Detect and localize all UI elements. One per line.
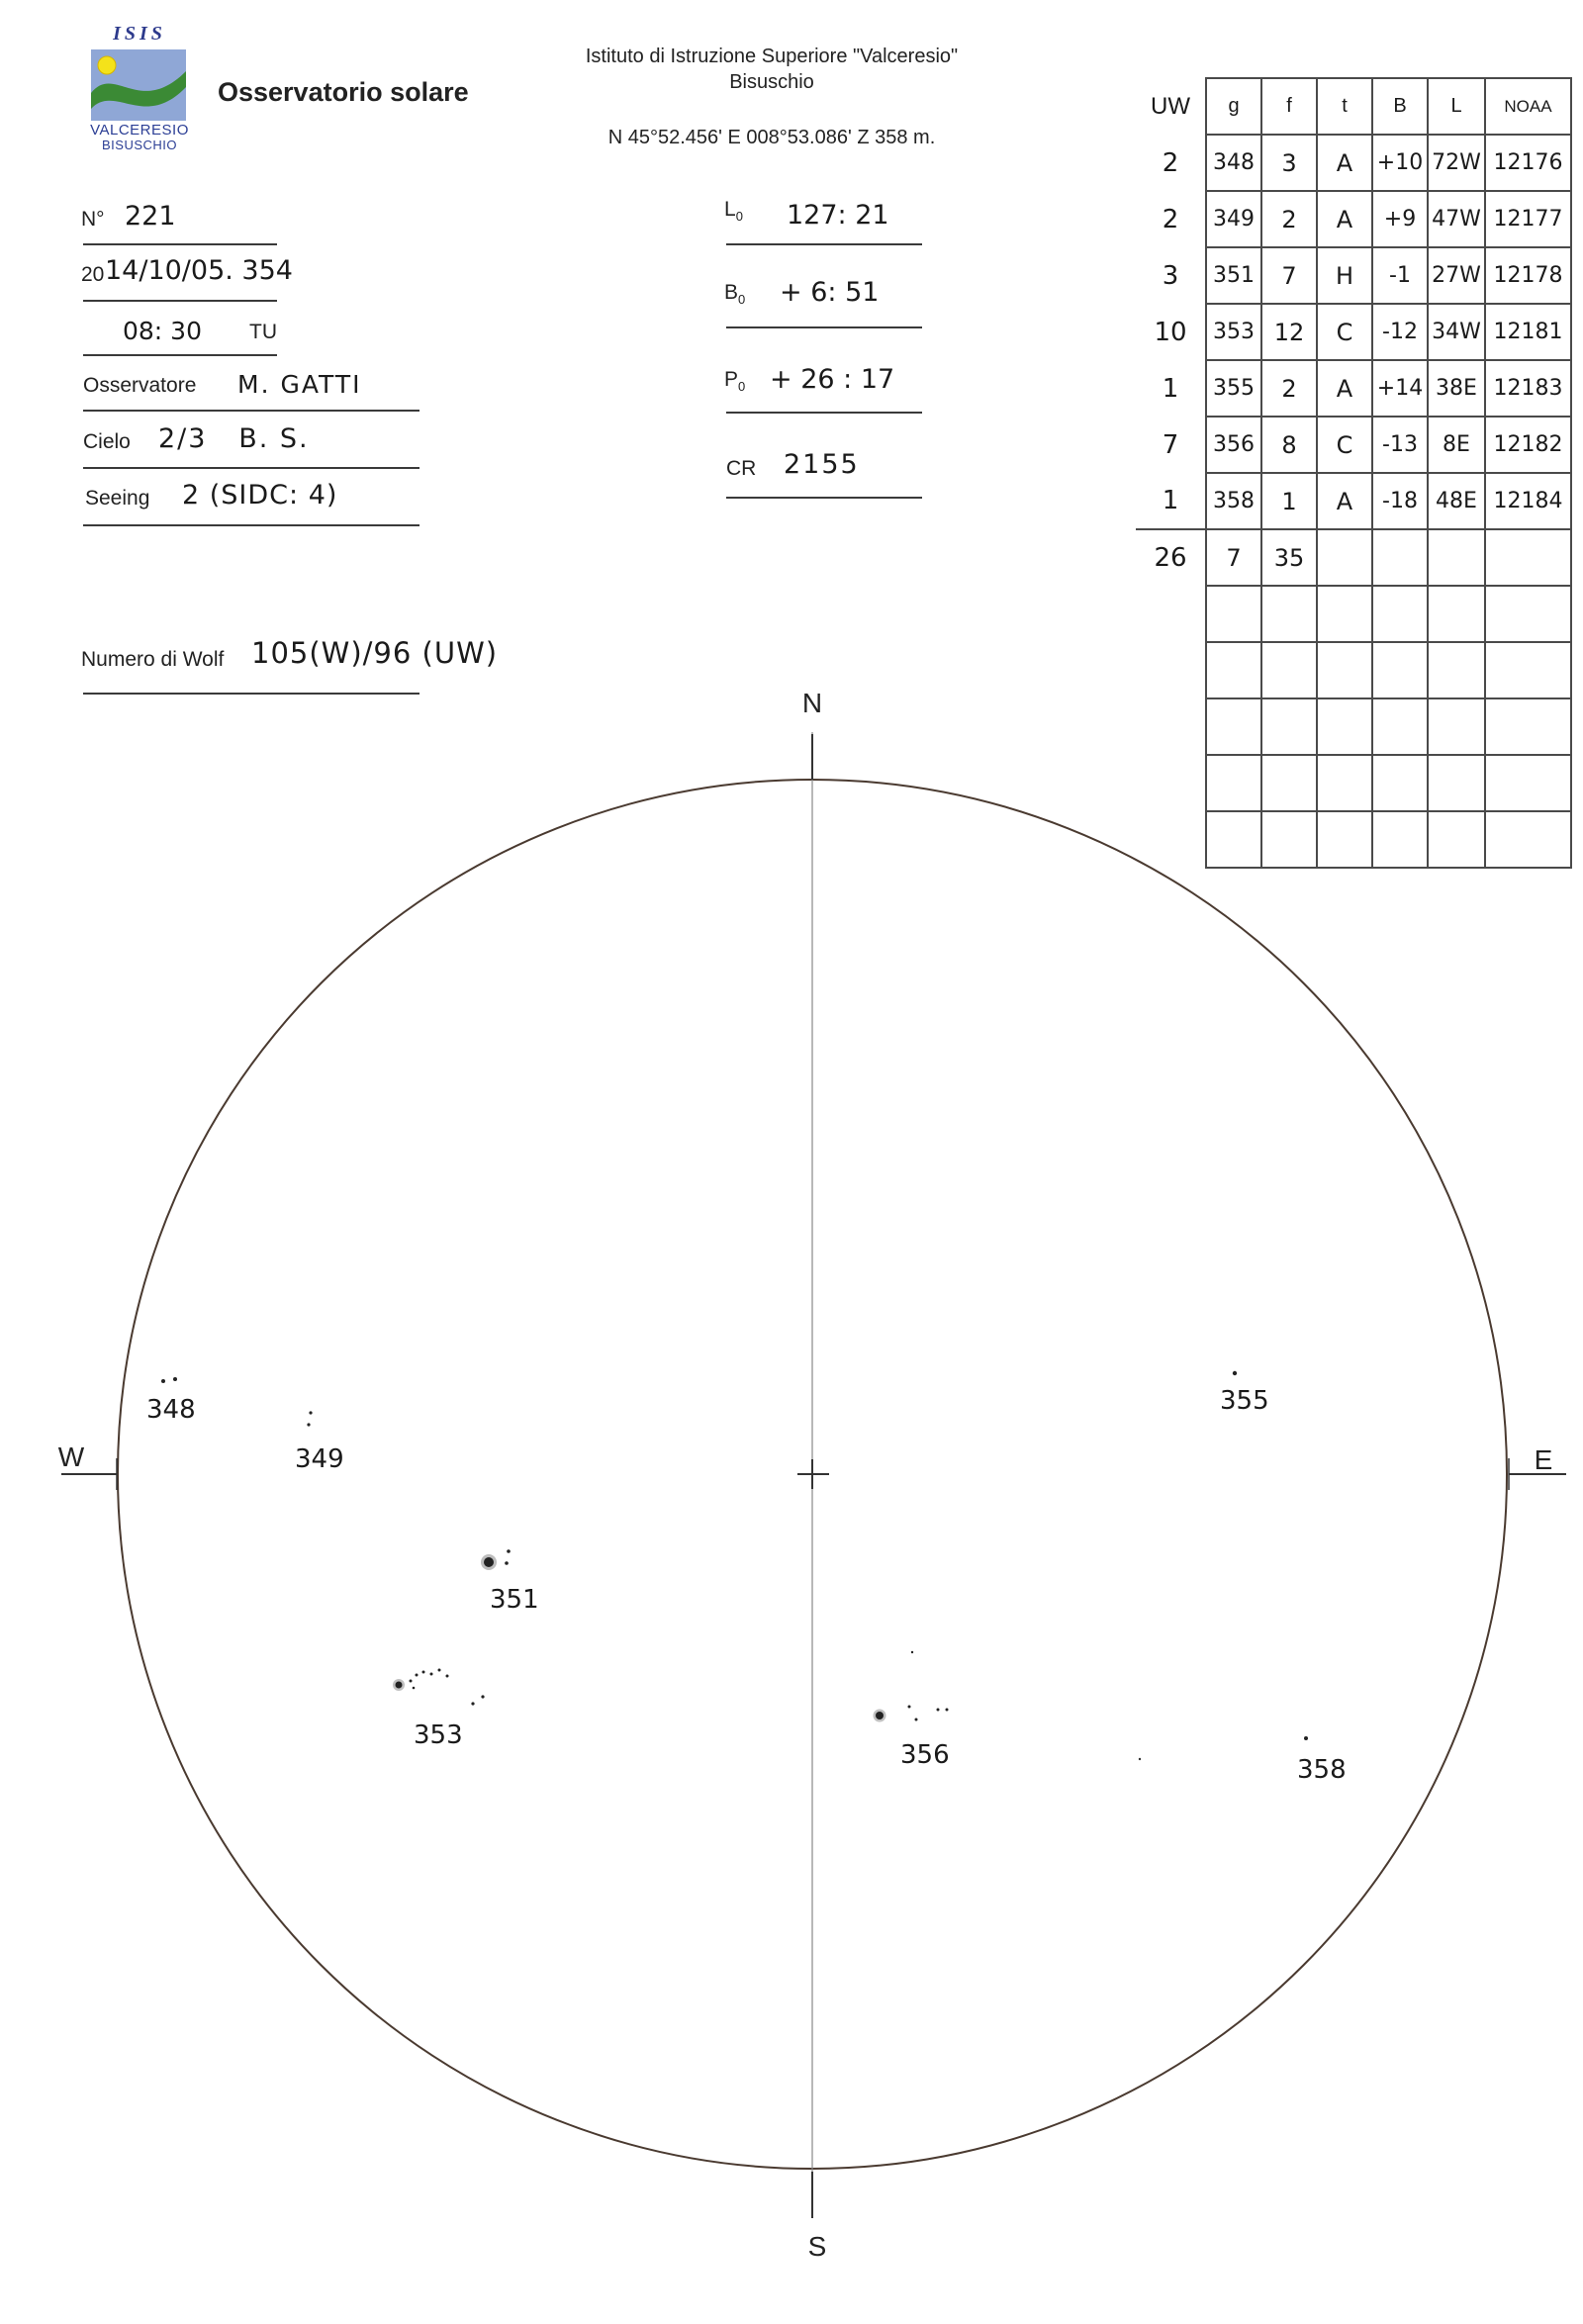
number-label: N°: [81, 208, 105, 231]
cell-g: 358: [1206, 473, 1261, 529]
header-noaa: NOAA: [1485, 78, 1571, 135]
cell-t: A: [1317, 135, 1372, 191]
cr-value: 2155: [784, 449, 860, 480]
institute-line2: Bisuschio: [729, 71, 814, 93]
date-prefix: 20: [81, 263, 105, 286]
sunspot-group-349: [295, 1411, 344, 1474]
logo-caption-line2: BISUSCHIO: [101, 138, 177, 152]
l0-value: 127: 21: [787, 200, 889, 231]
cell-t: A: [1317, 191, 1372, 247]
cell-b: +9: [1372, 191, 1428, 247]
observer-label: Osservatore: [83, 374, 197, 397]
institute-line1: Istituto di Istruzione Superiore "Valceresio": [585, 46, 959, 67]
sunspot-group-358: [1139, 1736, 1347, 1785]
cell-l: 48E: [1428, 473, 1485, 529]
cell-f: 1: [1261, 473, 1317, 529]
header-g: g: [1206, 78, 1261, 135]
cell-f: 3: [1261, 135, 1317, 191]
cell-noaa: 12182: [1485, 417, 1571, 473]
east-label: E: [1534, 1444, 1553, 1475]
number-value: 221: [125, 201, 176, 232]
time-value: 08: 30: [123, 317, 202, 345]
cell-g: 356: [1206, 417, 1261, 473]
cell-noaa: 12184: [1485, 473, 1571, 529]
logo-caption-line1: VALCERESIO: [90, 122, 189, 139]
seeing-value: 2 (SIDC: 4): [182, 480, 338, 511]
cell-f: 8: [1261, 417, 1317, 473]
cell-l: 72W: [1428, 135, 1485, 191]
total-uw: 26: [1136, 529, 1206, 586]
sky-value: 2/3 B. S.: [158, 423, 310, 454]
cell-uw: 2: [1162, 204, 1179, 234]
header-uw: UW: [1151, 92, 1190, 120]
l0-label: $L_0$: [724, 198, 743, 225]
cell-g: 348: [1206, 135, 1261, 191]
total-g: 7: [1206, 529, 1261, 586]
cell-t: C: [1317, 304, 1372, 360]
cell-b: -1: [1372, 247, 1428, 304]
p0-value: + 26 : 17: [770, 364, 895, 395]
cell-l: 27W: [1428, 247, 1485, 304]
cell-f: 2: [1261, 191, 1317, 247]
cell-b: -18: [1372, 473, 1428, 529]
group-label-349: 349: [295, 1444, 344, 1474]
cell-t: C: [1317, 417, 1372, 473]
cell-b: -12: [1372, 304, 1428, 360]
wolf-value: 105(W)/96 (UW): [251, 636, 499, 670]
sunspot-group-351: [481, 1549, 539, 1615]
sunspot-group-355: [1220, 1371, 1269, 1416]
cell-noaa: 12177: [1485, 191, 1571, 247]
total-f: 35: [1261, 529, 1317, 586]
cell-l: 34W: [1428, 304, 1485, 360]
date-value: 14/10/05. 354: [105, 255, 293, 286]
group-label-356: 356: [900, 1740, 950, 1770]
cell-b: +10: [1372, 135, 1428, 191]
p0-label: $P_0$: [724, 368, 746, 395]
sunspot-group-348: [146, 1377, 196, 1425]
cell-b: -13: [1372, 417, 1428, 473]
cell-noaa: 12178: [1485, 247, 1571, 304]
wolf-label: Numero di Wolf: [81, 648, 225, 671]
b0-value: + 6: 51: [780, 277, 880, 308]
cell-b: +14: [1372, 360, 1428, 417]
group-label-348: 348: [146, 1395, 196, 1425]
b0-label: $B_0$: [724, 281, 746, 308]
group-label-358: 358: [1297, 1755, 1347, 1785]
observatory-coordinates: N 45°52.456' E 008°53.086' Z 358 m.: [607, 127, 936, 148]
sunspot-group-356: [874, 1651, 950, 1770]
cell-f: 12: [1261, 304, 1317, 360]
time-unit: TU: [249, 321, 277, 343]
header-b: B: [1372, 78, 1428, 135]
cell-g: 349: [1206, 191, 1261, 247]
cell-noaa: 12181: [1485, 304, 1571, 360]
cell-uw: 10: [1154, 317, 1187, 347]
cell-uw: 2: [1162, 147, 1179, 178]
cell-g: 351: [1206, 247, 1261, 304]
group-label-351: 351: [490, 1585, 539, 1615]
observatory-title: Osservatorio solare: [218, 77, 469, 107]
south-label: S: [807, 2231, 827, 2262]
header-t: t: [1317, 78, 1372, 135]
observer-value: M. GATTI: [237, 370, 362, 399]
cell-t: A: [1317, 473, 1372, 529]
sky-label: Cielo: [83, 430, 131, 453]
cell-f: 7: [1261, 247, 1317, 304]
group-label-355: 355: [1220, 1386, 1269, 1416]
cell-noaa: 12176: [1485, 135, 1571, 191]
cell-l: 38E: [1428, 360, 1485, 417]
cell-f: 2: [1261, 360, 1317, 417]
cr-label: CR: [726, 457, 757, 480]
cell-t: A: [1317, 360, 1372, 417]
north-label: N: [801, 688, 823, 718]
cell-g: 353: [1206, 304, 1261, 360]
cell-l: 47W: [1428, 191, 1485, 247]
sunspot-group-353: [393, 1669, 485, 1751]
cell-uw: 1: [1162, 373, 1179, 404]
cell-g: 355: [1206, 360, 1261, 417]
logo-top-text: ISIS: [113, 24, 166, 45]
header-l: L: [1428, 78, 1485, 135]
cell-uw: 1: [1162, 486, 1179, 515]
cell-t: H: [1317, 247, 1372, 304]
cell-noaa: 12183: [1485, 360, 1571, 417]
cell-l: 8E: [1428, 417, 1485, 473]
west-label: W: [57, 1441, 85, 1472]
cell-uw: 3: [1162, 260, 1179, 291]
header-f: f: [1261, 78, 1317, 135]
cell-uw: 7: [1162, 429, 1179, 460]
seeing-label: Seeing: [85, 487, 150, 510]
group-label-353: 353: [414, 1720, 463, 1750]
